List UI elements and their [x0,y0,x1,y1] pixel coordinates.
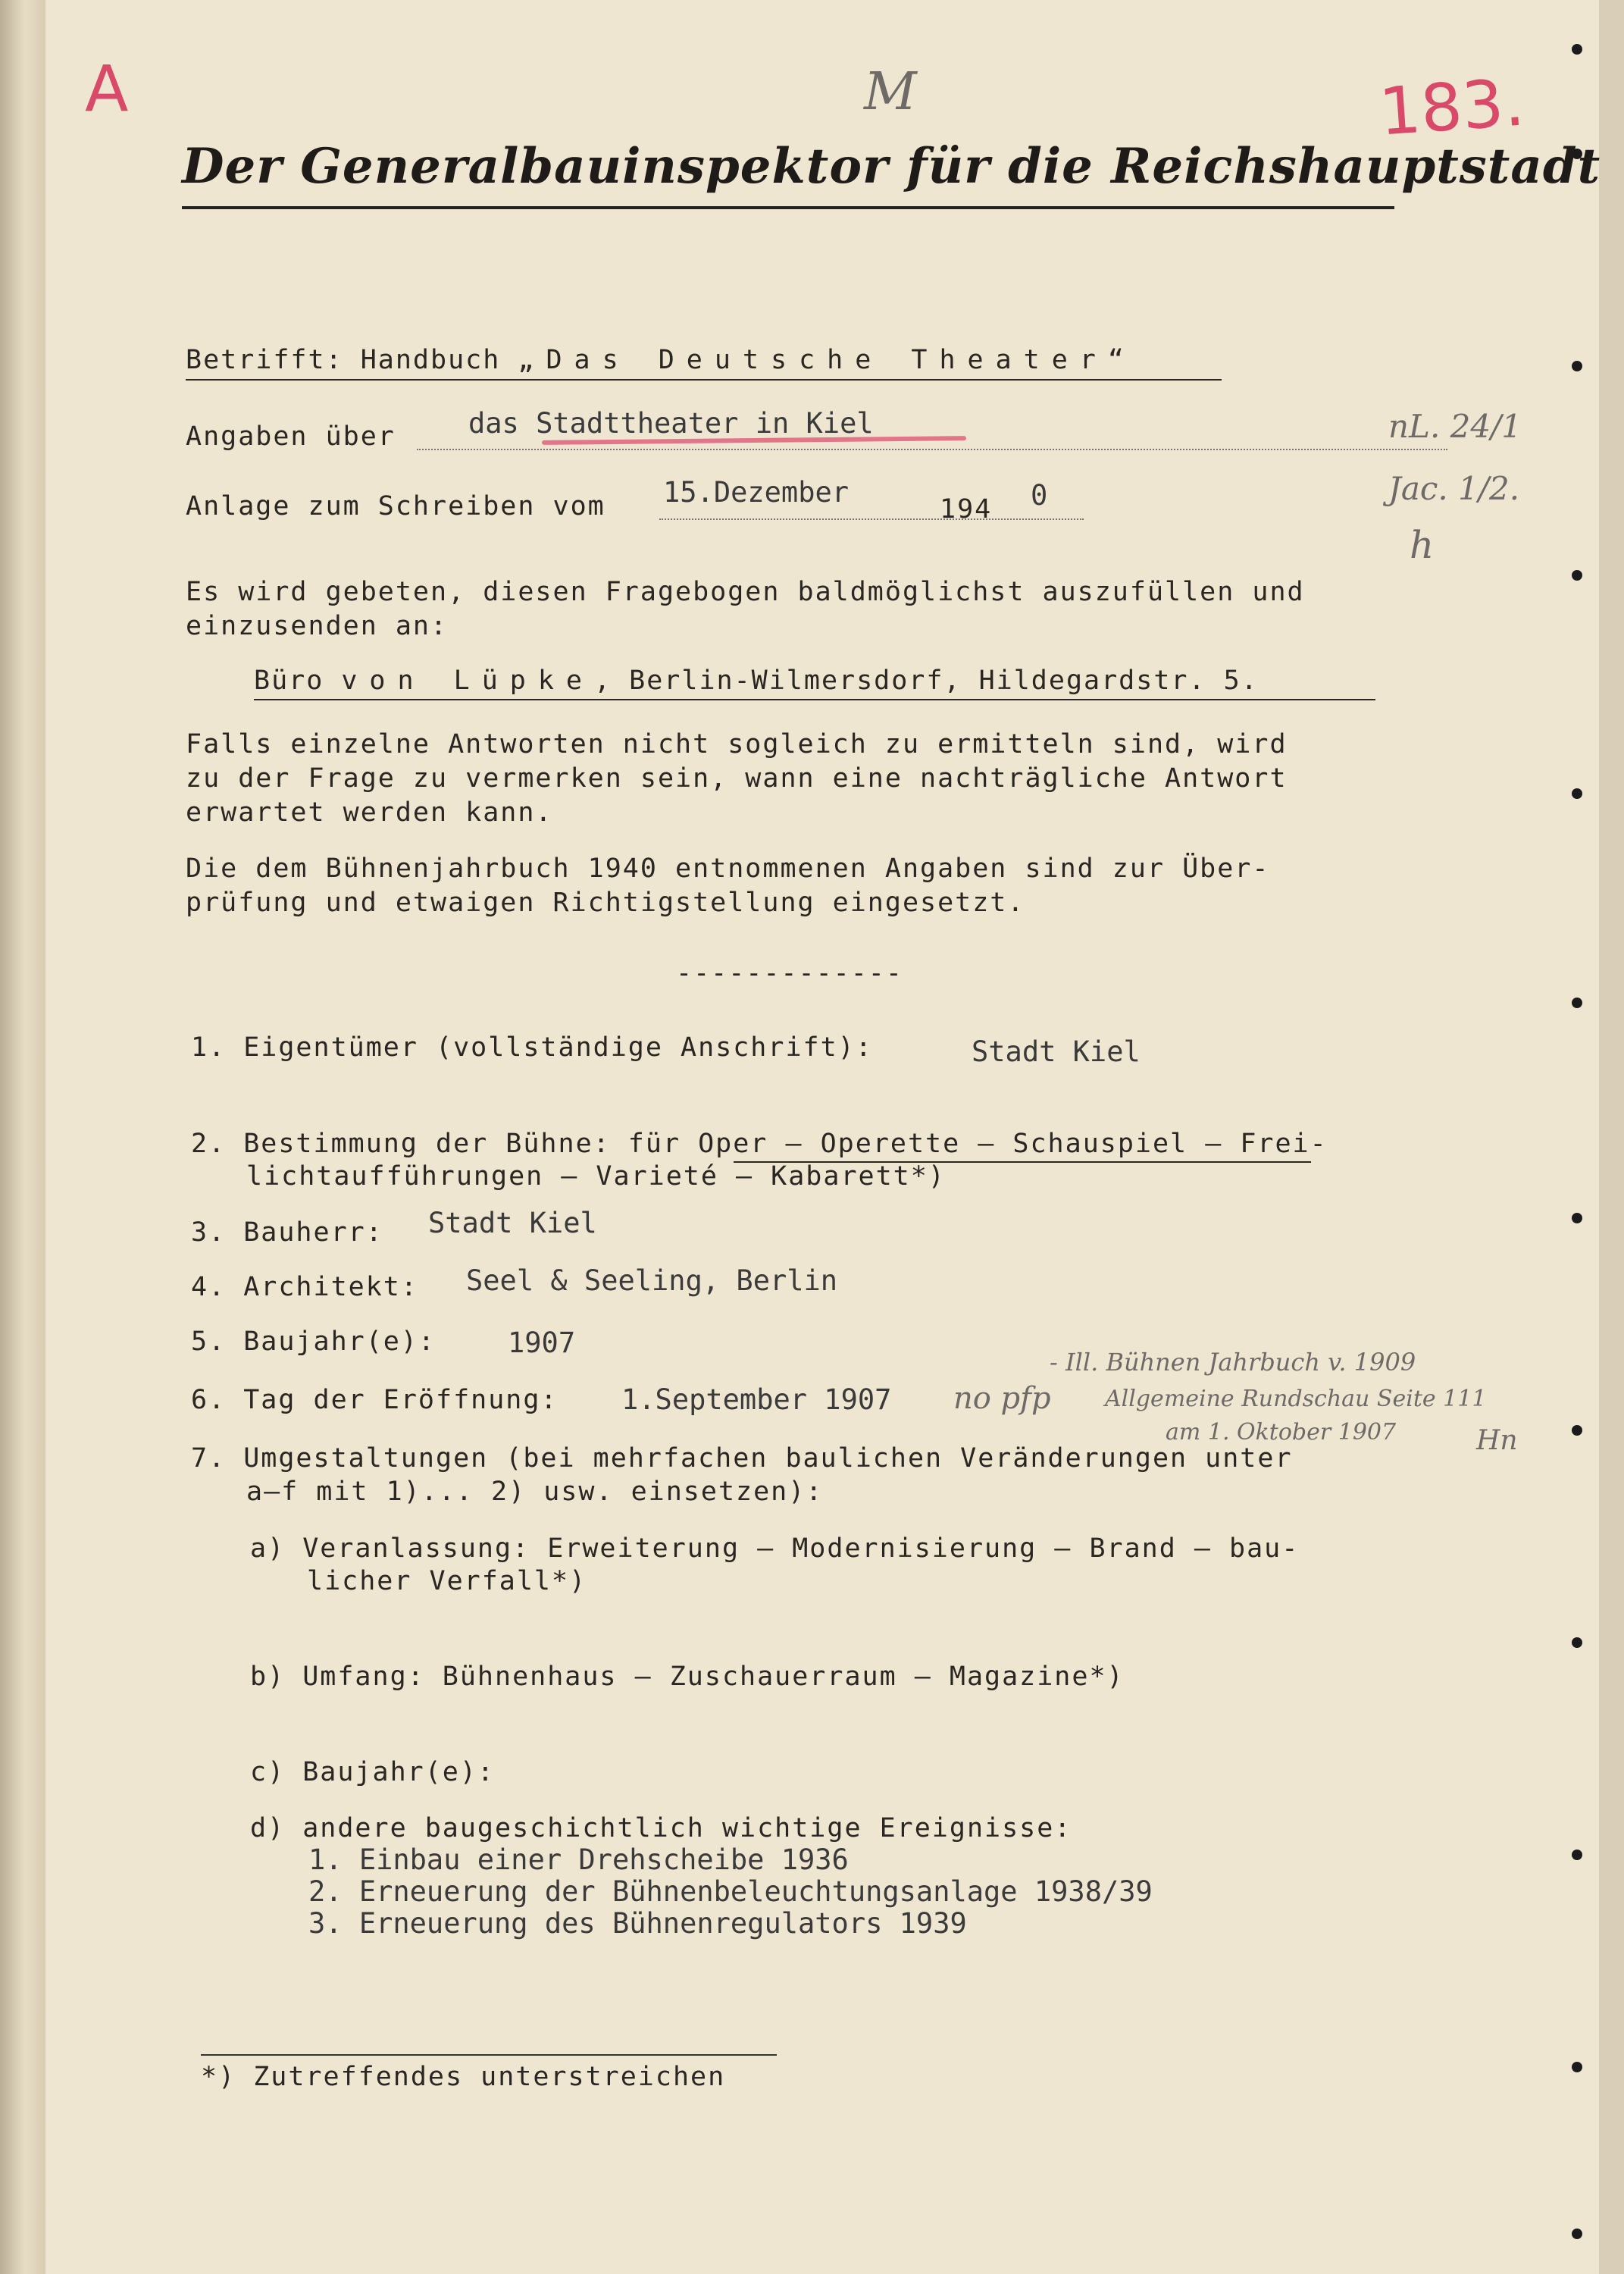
footnote: *) Zutreffendes unterstreichen [201,2062,726,2092]
q2-option-schauspiel: Schauspiel [1012,1129,1188,1159]
question-7-line2: a—f mit 1)... 2) usw. einsetzen): [246,1477,824,1507]
margin-note: nL. 24/1 [1388,408,1522,445]
question-7a: a) Veranlassung: Erweiterung — Modernisierung — Brand — bau- [250,1533,1300,1564]
address-line [254,666,1259,696]
pencil-note: Hn [1476,1425,1518,1456]
document-page [45,0,1599,2274]
question-3: 3. Bauherr: [191,1217,383,1248]
address-prefix: Büro [254,666,342,696]
pencil-note: am 1. Oktober 1907 [1166,1419,1397,1446]
punch-hole [1572,2062,1582,2072]
footnote-rule [201,2054,777,2056]
subject-underline [186,379,1222,381]
q2-suffix: — Frei- [1187,1129,1328,1159]
pencil-note: - Ill. Bühnen Jahrbuch v. 1909 [1050,1348,1416,1377]
margin-note: h [1410,523,1435,567]
punch-hole [1572,361,1582,371]
event-item: 3. Erneuerung des Bühnenregulators 1939 [308,1907,967,1940]
pencil-note: Allgemeine Rundschau Seite 111 [1105,1386,1487,1412]
punch-hole [1572,2229,1582,2239]
note-line: zu der Frage zu vermerken sein, wann eine nachträgliche Antwort [186,763,1288,794]
angaben-label: Angaben über [186,421,396,452]
question-2 [191,1129,1328,1159]
note-line: Falls einzelne Antworten nicht sogleich zu ermitteln sind, wird [186,729,1288,760]
address-underline [254,699,1375,700]
question-7a-line2: licher Verfall*) [307,1566,587,1596]
answer-1: Stadt Kiel [972,1035,1141,1068]
note-line: erwartet werden kann. [186,797,553,828]
punch-hole [1572,1850,1582,1860]
question-4: 4. Architekt: [191,1272,418,1302]
answer-6: 1.September 1907 [621,1383,892,1416]
answer-3: Stadt Kiel [428,1207,597,1239]
q2-dash: — [960,1129,1013,1159]
subject-label: Betrifft: Handbuch [186,345,518,375]
punch-hole [1572,1213,1582,1223]
question-7c: c) Baujahr(e): [250,1757,496,1787]
question-5: 5. Baujahr(e): [191,1326,437,1357]
punch-hole [1572,788,1582,799]
pencil-note: no pfp [953,1381,1051,1416]
punch-hole [1572,998,1582,1008]
request-line: einzusenden an: [186,611,449,641]
angaben-value: das Stadttheater in Kiel [468,407,874,440]
anlage-date: 15.Dezember [663,476,850,509]
anlage-year-digit: 0 [1031,479,1048,512]
q2-option-oper: Oper [698,1129,768,1159]
jahrbuch-line: prüfung und etwaigen Richtigstellung eingesetzt. [186,888,1025,918]
punch-hole [1572,44,1582,55]
event-item: 1. Einbau einer Drehscheibe 1936 [308,1843,849,1876]
subject-line [186,345,1136,375]
angaben-dotline [417,449,1447,450]
request-line: Es wird gebeten, diesen Fragebogen baldmöglichst auszufüllen und [186,577,1305,607]
q2-prefix: 2. Bestimmung der Bühne: für [191,1129,699,1159]
question-7: 7. Umgestaltungen (bei mehrfachen baulichen Veränderungen unter [191,1443,1293,1474]
question-7b: b) Umfang: Bühnenhaus — Zuschauerraum — Magazine*) [250,1662,1125,1692]
red-letter-mark: A [85,52,129,126]
address-rest: , Berlin-Wilmersdorf, Hildegardstr. 5. [594,666,1259,696]
answer-4: Seel & Seeling, Berlin [466,1264,838,1297]
anlage-year-prefix: 194 [940,494,993,525]
subject-title: „Das Deutsche Theater“ [518,345,1136,375]
question-1: 1. Eigentümer (vollständige Anschrift): [191,1032,873,1063]
question-7d: d) andere baugeschichtlich wichtige Ereignisse: [250,1813,1072,1843]
page-number-mark: 183. [1376,64,1527,151]
punch-hole [1572,1425,1582,1436]
address-name: von Lüpke [341,666,595,696]
binding-spine [0,0,45,2274]
question-2-line2: lichtaufführungen — Varieté — Kabarett*) [246,1161,946,1192]
margin-note: Jac. 1/2. [1388,470,1520,507]
letterhead: Der Generalbauinspektor für die Reichshauptstadt [182,138,1601,195]
anlage-label: Anlage zum Schreiben vom [186,491,605,522]
anlage-dotline [659,518,1084,520]
separator: ------------- [676,958,903,988]
jahrbuch-line: Die dem Bühnenjahrbuch 1940 entnommenen Angaben sind zur Über- [186,854,1270,884]
event-item: 2. Erneuerung der Bühnenbeleuchtungsanlage 1938/39 [308,1875,1153,1908]
question-6: 6. Tag der Eröffnung: [191,1385,559,1415]
punch-hole [1572,1637,1582,1648]
answer-5: 1907 [508,1326,576,1359]
punch-hole [1572,570,1582,581]
q2-option-operette: Operette [820,1129,961,1159]
letterhead-rule [182,206,1394,209]
pencil-top-mark: M [864,62,917,122]
q2-dash: — [768,1129,821,1159]
